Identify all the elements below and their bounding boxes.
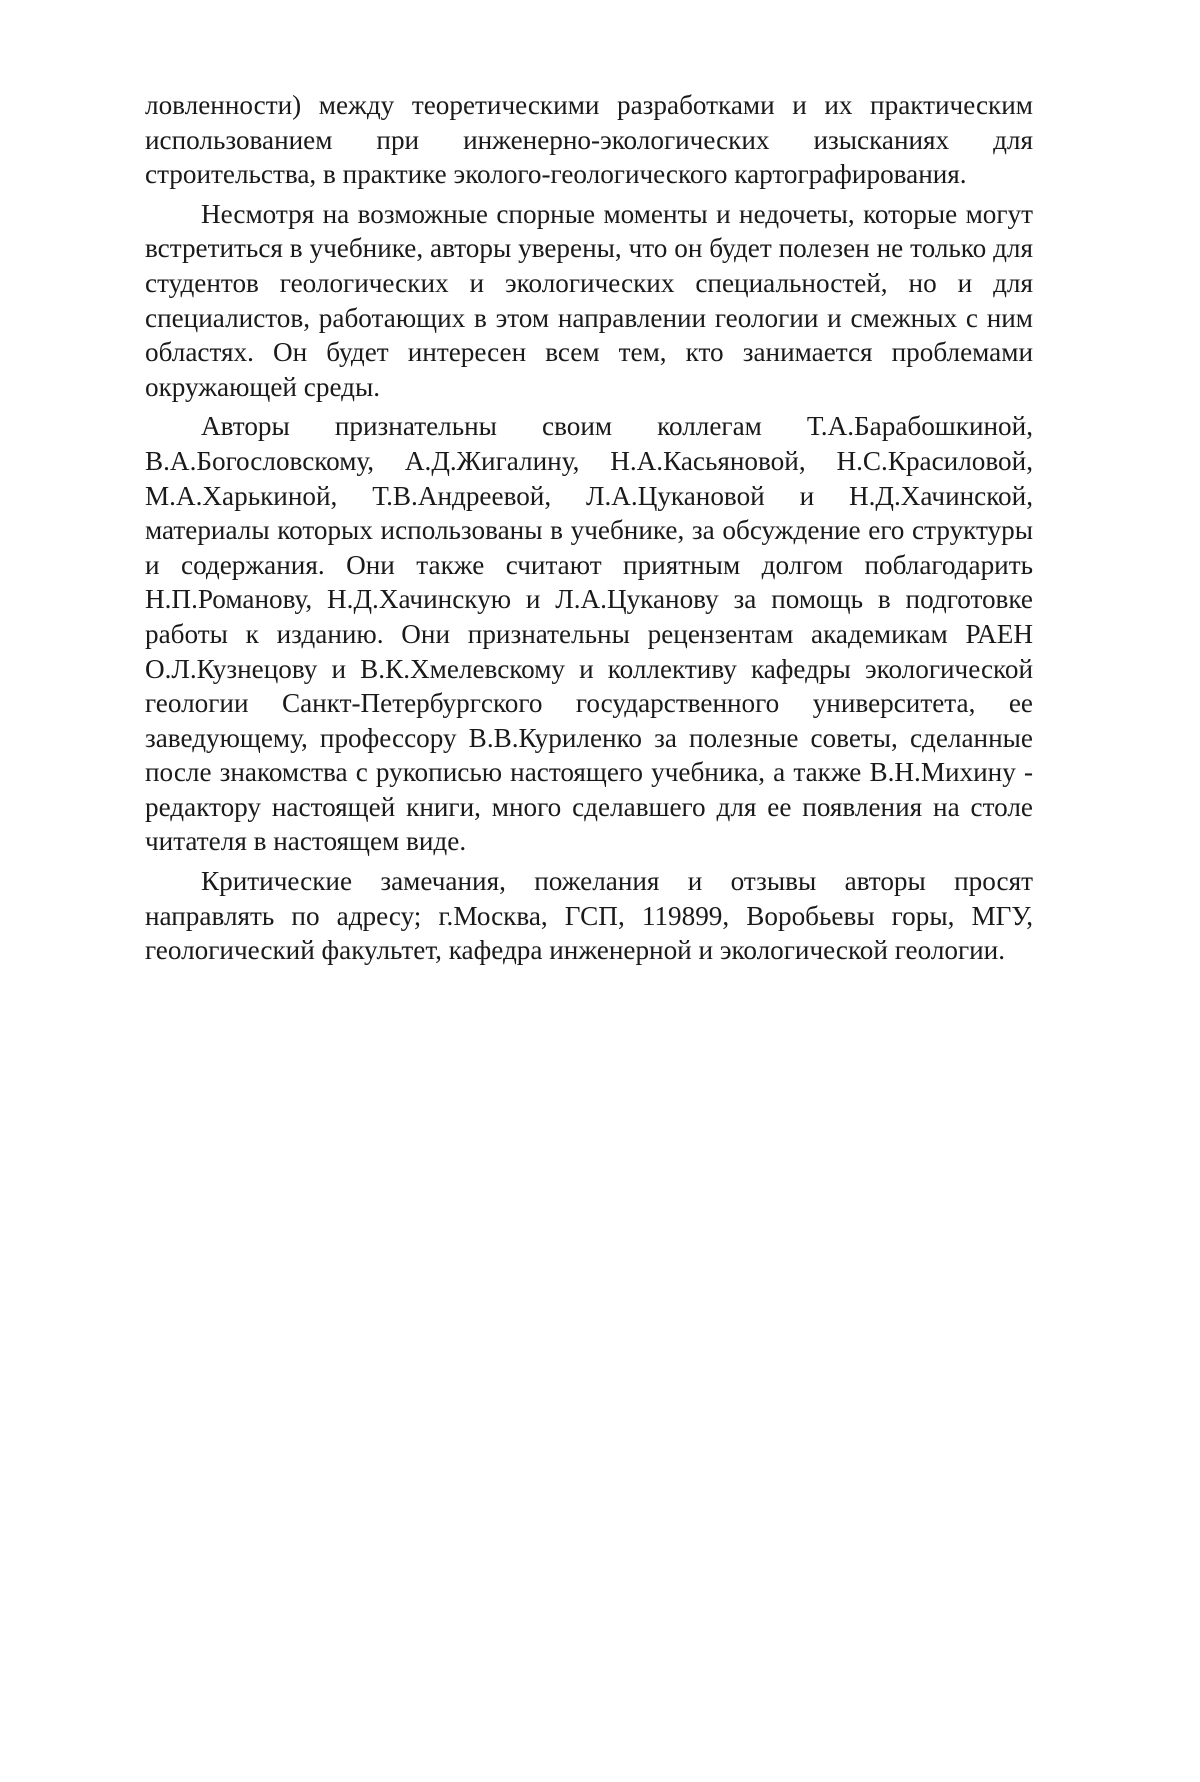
paragraph-continuation: ловленности) между теоретическими разработками и их практическим использованием при инженерно-экологических изысканиях для строительства, в практике эколого-геологического картографирования. <box>145 90 1033 190</box>
document-page <box>145 88 1033 968</box>
paragraph-usefulness: Несмотря на возможные спорные моменты и недочеты, которые могут встретиться в учебнике, авторы уверены, что он будет полезен не только для студентов геологических и экологических специальностей, но и для специалистов, работающих в этом направлении геологии и смежных с ним областях. Он будет интересен всем тем, кто занимается проблемами окружающей среды. <box>145 198 1033 402</box>
paragraph-contact-address: Критические замечания, пожелания и отзывы авторы просят направлять по адресу; г.Москва, ГСП, 119899, Воробьевы горы, МГУ, геологический факультет, кафедра инженерной и экологической геологии. <box>145 866 1033 966</box>
paragraph-acknowledgements: Авторы признательны своим коллегам Т.А.Барабошкиной, В.А.Богословскому, А.Д.Жигалину, Н.А.Касьяновой, Н.С.Красиловой, М.А.Харькиной, Т.В.Андреевой, Л.А.Цукановой и Н.Д.Хачинской, материалы которых использованы в учебнике, за обсуждение его структуры и содержания. Они также считают приятным долгом поблагодарить Н.П.Романову, Н.Д.Хачинскую и Л.А.Цуканову за помощь в подготовке работы к изданию. Они признательны рецензентам академикам РАЕН О.Л.Кузнецову и В.К.Хмелевскому и коллективу кафедры экологической геологии Санкт-Петербургского государственного университета, ее заведующему, профессору В.В.Куриленко за полезные советы, сделанные после знакомства с рукописью настоящего учебника, а также В.Н.Михину - редактору настоящей книги, много сделавшего для ее появления на столе читателя в настоящем виде. <box>145 411 1033 857</box>
